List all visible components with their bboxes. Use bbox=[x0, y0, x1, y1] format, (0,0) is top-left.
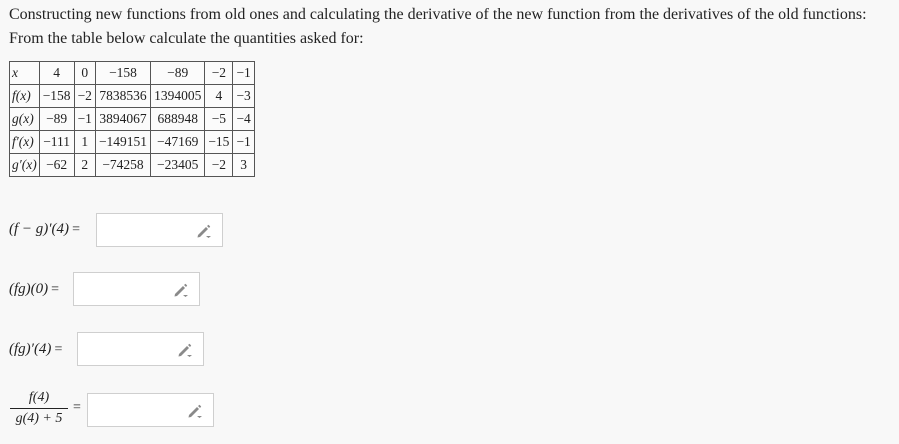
question-fg-prime bbox=[9, 341, 62, 358]
table-cell: −2 bbox=[205, 154, 233, 177]
answer-input-4[interactable] bbox=[87, 393, 214, 427]
row-header-cell: g(x) bbox=[10, 108, 40, 131]
table-cell: −149151 bbox=[95, 131, 150, 154]
table-cell: −5 bbox=[205, 108, 233, 131]
row-header-cell: f(x) bbox=[10, 85, 40, 108]
values-table bbox=[9, 61, 255, 177]
table-cell: −1 bbox=[233, 131, 254, 154]
question-quotient bbox=[10, 390, 68, 427]
table-cell: −158 bbox=[95, 62, 150, 85]
table-row bbox=[10, 62, 255, 85]
table-cell: −74258 bbox=[95, 154, 150, 177]
table-cell: 3 bbox=[233, 154, 254, 177]
equals-sign: = bbox=[54, 342, 63, 357]
row-header-cell: f′(x) bbox=[10, 131, 40, 154]
table-cell: 1 bbox=[74, 131, 95, 154]
table-cell: 7838536 bbox=[95, 85, 150, 108]
table-row bbox=[10, 131, 255, 154]
row-header-cell: g′(x) bbox=[10, 154, 40, 177]
pencil-icon bbox=[173, 283, 189, 297]
table-cell: −47169 bbox=[151, 131, 205, 154]
table-cell: −89 bbox=[151, 62, 205, 85]
table-cell: 1394005 bbox=[151, 85, 205, 108]
table-cell: 0 bbox=[74, 62, 95, 85]
row-header-cell: x bbox=[10, 62, 40, 85]
answer-input-1[interactable] bbox=[96, 213, 223, 247]
table-cell: −89 bbox=[39, 108, 74, 131]
pencil-icon bbox=[177, 343, 193, 357]
table-cell: 4 bbox=[39, 62, 74, 85]
equals-sign: = bbox=[51, 282, 60, 297]
equals-sign: = bbox=[73, 400, 81, 415]
fraction-numerator: f(4) bbox=[10, 390, 68, 409]
question-f-minus-g-prime bbox=[9, 221, 80, 238]
table-cell: −62 bbox=[39, 154, 74, 177]
table-cell: −23405 bbox=[151, 154, 205, 177]
problem-intro bbox=[9, 3, 897, 51]
table-cell: −15 bbox=[205, 131, 233, 154]
question-label: (fg)′(4) bbox=[9, 341, 52, 357]
table-cell: 2 bbox=[74, 154, 95, 177]
question-fg-product bbox=[9, 281, 59, 298]
fraction-denominator: g(4) + 5 bbox=[15, 411, 63, 426]
table-row bbox=[10, 85, 255, 108]
table-cell: −2 bbox=[74, 85, 95, 108]
table-cell: −158 bbox=[39, 85, 74, 108]
table-cell: −111 bbox=[39, 131, 74, 154]
table-cell: −3 bbox=[233, 85, 254, 108]
pencil-icon bbox=[187, 404, 203, 418]
table-cell: −2 bbox=[205, 62, 233, 85]
table-cell: −1 bbox=[74, 108, 95, 131]
table-cell: −1 bbox=[233, 62, 254, 85]
table-cell: 688948 bbox=[151, 108, 205, 131]
intro-line-1: Constructing new functions from old ones and calculating the derivative of the new function from the derivatives of the old functions: bbox=[9, 6, 867, 23]
table-cell: 3894067 bbox=[95, 108, 150, 131]
equals-sign: = bbox=[72, 222, 80, 237]
question-label: (fg)(0) bbox=[9, 281, 49, 297]
question-label: (f − g)′(4) bbox=[9, 221, 70, 237]
table-row bbox=[10, 154, 255, 177]
intro-line-2: From the table below calculate the quantities asked for: bbox=[9, 30, 364, 47]
table-cell: 4 bbox=[205, 85, 233, 108]
pencil-icon bbox=[196, 224, 212, 238]
table-row bbox=[10, 108, 255, 131]
answer-input-3[interactable] bbox=[77, 332, 204, 366]
table-cell: −4 bbox=[233, 108, 254, 131]
answer-input-2[interactable] bbox=[73, 272, 200, 306]
